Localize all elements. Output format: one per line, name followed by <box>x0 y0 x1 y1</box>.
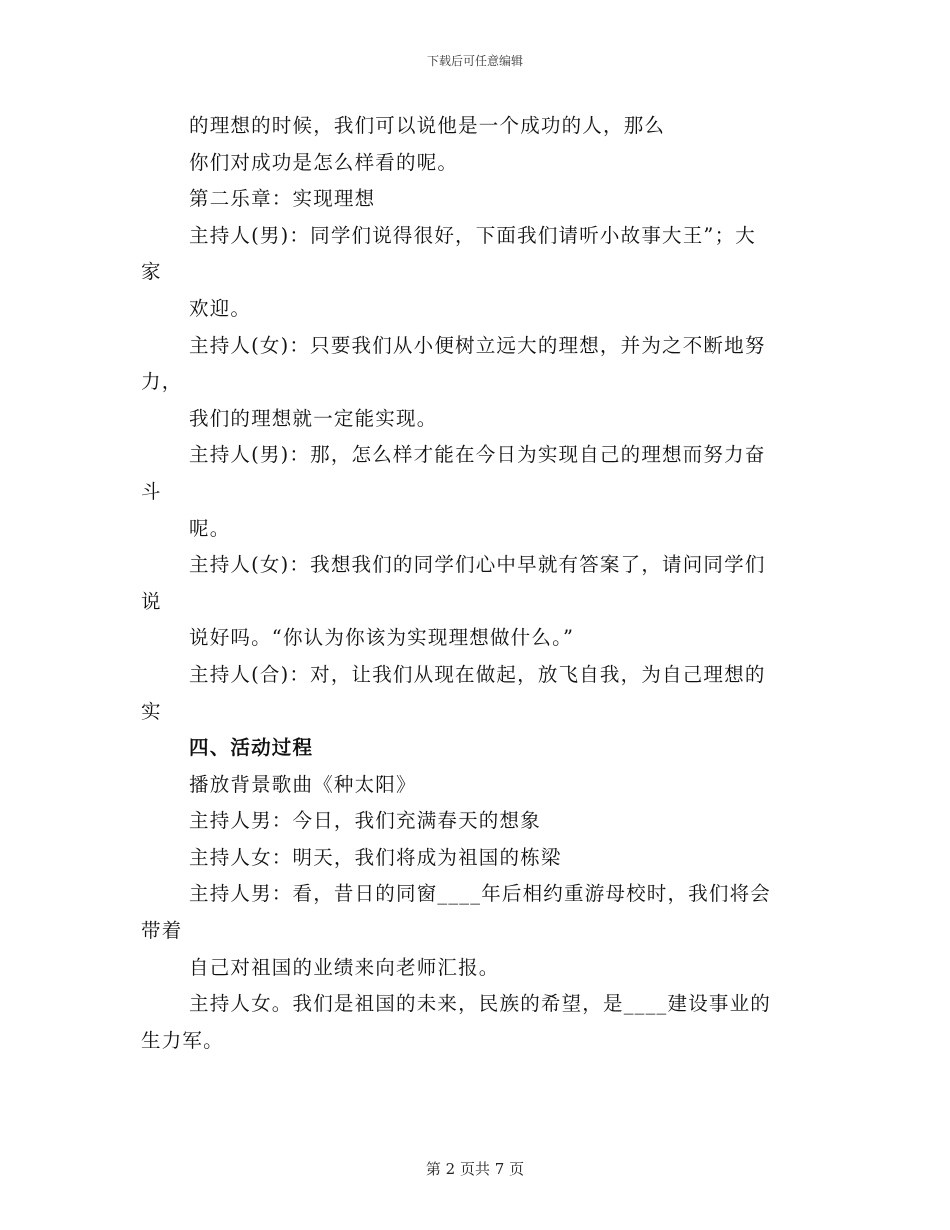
paragraph-line: 主持人男：看，昔日的同窗____年后相约重游母校时，我们将会 <box>189 882 772 906</box>
paragraph-line: 主持人女：明天，我们将成为祖国的栋梁 <box>189 845 562 869</box>
paragraph-line: 欢迎。 <box>189 296 252 320</box>
page-number: 第 2 页共 7 页 <box>425 1160 525 1178</box>
paragraph-line: 主持人(女)：我想我们的同学们心中早就有答案了，请问同学们 <box>189 553 766 577</box>
paragraph-line: 你们对成功是怎么样看的呢。 <box>189 150 459 174</box>
paragraph-line: 自己对祖国的业绩来向老师汇报。 <box>189 955 500 979</box>
paragraph-line: 主持人(女)：只要我们从小便树立远大的理想，并为之不断地努 <box>189 333 766 357</box>
paragraph-line: 主持人(男)：同学们说得很好，下面我们请听小故事大王”；大 <box>189 223 756 247</box>
paragraph-line: 呢。 <box>189 516 231 540</box>
paragraph-line: 家 <box>141 260 162 284</box>
section-heading: 四、活动过程 <box>189 736 314 760</box>
paragraph-line: 生力军。 <box>141 1028 224 1052</box>
paragraph-line: 播放背景歌曲《种太阳》 <box>189 772 417 796</box>
page-header: 下载后可任意编辑 <box>426 54 523 68</box>
paragraph-line: 实 <box>141 699 162 723</box>
paragraph-line: 我们的理想就一定能实现。 <box>189 406 438 430</box>
paragraph-line: 说 <box>141 589 162 613</box>
paragraph-line: 主持人男：今日，我们充满春天的想象 <box>189 809 541 833</box>
paragraph-line: 说好吗。“你认为你该为实现理想做什么。” <box>189 626 575 650</box>
paragraph-line: 力， <box>141 370 183 394</box>
paragraph-line: 斗 <box>141 479 162 503</box>
paragraph-line: 主持人(男)：那，怎么样才能在今日为实现自己的理想而努力奋 <box>189 443 766 467</box>
section-subtitle: 第二乐章：实现理想 <box>189 187 376 211</box>
paragraph-line: 的理想的时候，我们可以说他是一个成功的人，那么 <box>189 114 666 137</box>
paragraph-line: 主持人(合)：对，让我们从现在做起，放飞自我，为自己理想的 <box>189 662 766 686</box>
document-body <box>141 108 811 1059</box>
paragraph-line: 主持人女。我们是祖国的未来，民族的希望，是____建设事业的 <box>189 992 772 1016</box>
paragraph-line: 带着 <box>141 919 183 943</box>
